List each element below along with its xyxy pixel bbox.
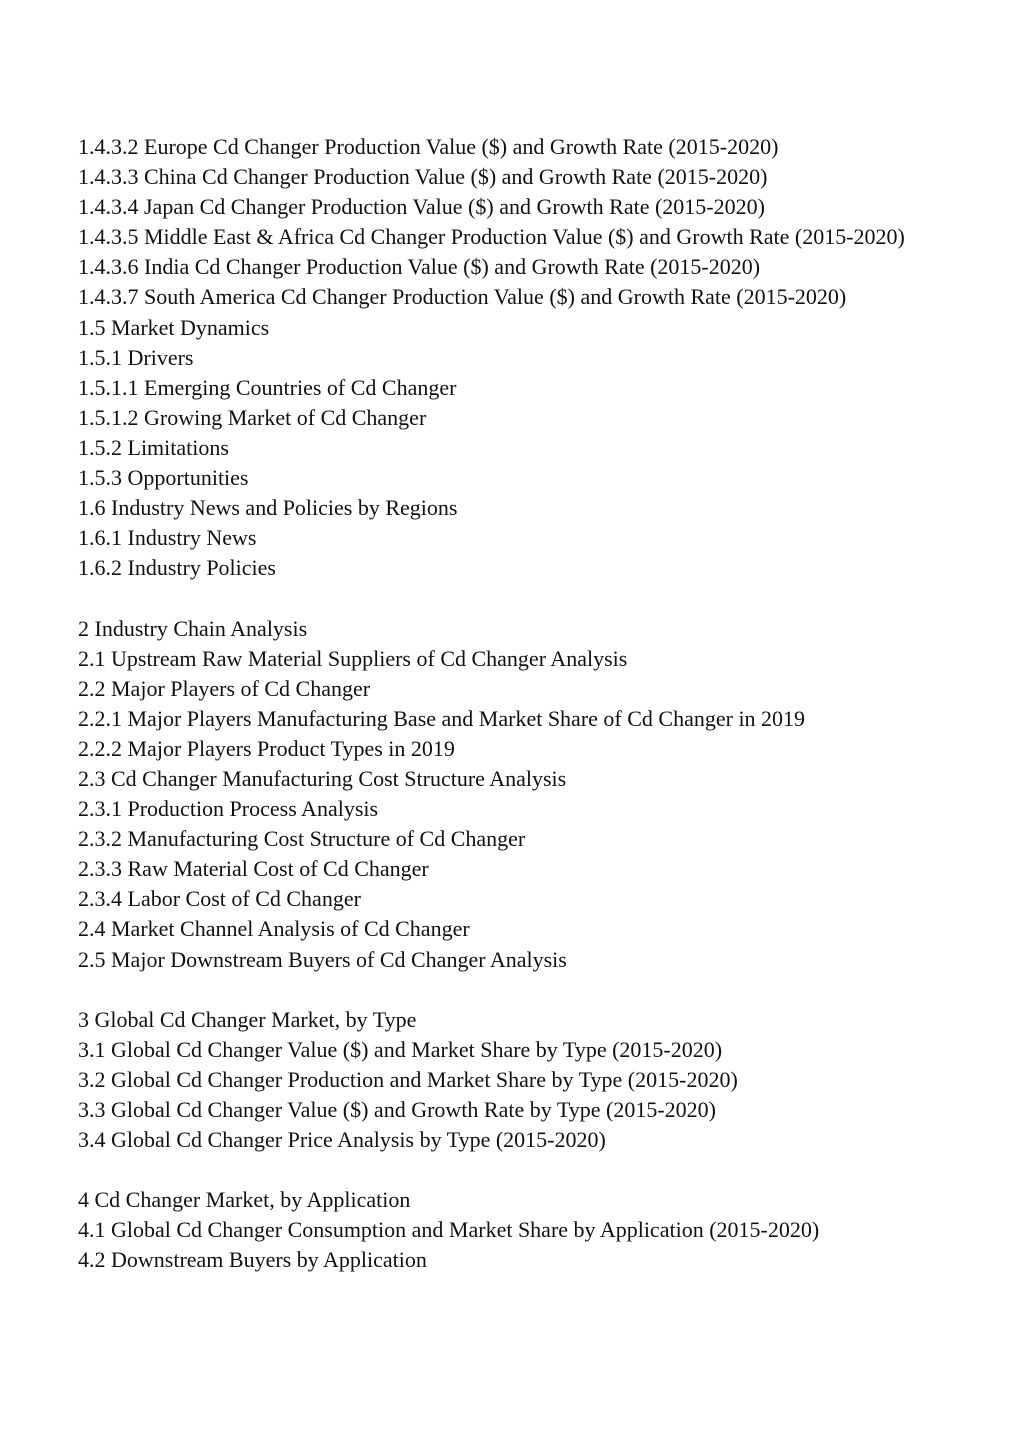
toc-entry-1-4-3-6: 1.4.3.6 India Cd Changer Production Value ($) and Growth Rate (2015-2020): [78, 254, 761, 280]
toc-entry-3-3: 3.3 Global Cd Changer Value ($) and Growth Rate by Type (2015-2020): [78, 1097, 716, 1122]
toc-entry-1-4-3-3: 1.4.3.3 China Cd Changer Production Value ($) and Growth Rate (2015-2020): [78, 164, 768, 190]
toc-entry-2-2: 2.2 Major Players of Cd Changer: [78, 675, 371, 701]
toc-entry-1-4-3-2: 1.4.3.2 Europe Cd Changer Production Value ($) and Growth Rate (2015-2020): [78, 134, 779, 159]
section-spacer: [78, 1155, 958, 1185]
toc-entry-3-4: 3.4 Global Cd Changer Price Analysis by Type (2015-2020): [78, 1127, 606, 1153]
toc-chapter-4-heading: 4 Cd Changer Market, by Application: [78, 1187, 411, 1213]
toc-chapter-3-heading: 3 Global Cd Changer Market, by Type: [78, 1006, 417, 1032]
toc-entry-2-1: 2.1 Upstream Raw Material Suppliers of Cd Changer Analysis: [78, 645, 628, 671]
toc-entry-1-5-1: 1.5.1 Drivers: [78, 344, 194, 370]
toc-entry-1-5: 1.5 Market Dynamics: [78, 314, 270, 340]
toc-entry-1-4-3-7: 1.4.3.7 South America Cd Changer Production Value ($) and Growth Rate (2015-2020): [78, 284, 847, 310]
toc-entry-2-4: 2.4 Market Channel Analysis of Cd Changer: [78, 916, 470, 942]
toc-entry-1-4-3-5: 1.4.3.5 Middle East & Africa Cd Changer Production Value ($) and Growth Rate (2015-2020): [78, 224, 905, 250]
toc-entry-2-3-3: 2.3.3 Raw Material Cost of Cd Changer: [78, 856, 429, 882]
toc-section-1: [78, 132, 958, 583]
section-spacer: [78, 583, 958, 613]
toc-entry-2-3: 2.3 Cd Changer Manufacturing Cost Structure Analysis: [78, 765, 567, 791]
toc-entry-1-6: 1.6 Industry News and Policies by Regions: [78, 495, 458, 521]
toc-entry-3-1: 3.1 Global Cd Changer Value ($) and Market Share by Type (2015-2020): [78, 1036, 723, 1062]
document-page: [78, 132, 958, 1276]
toc-entry-4-1: 4.1 Global Cd Changer Consumption and Market Share by Application (2015-2020): [78, 1217, 820, 1243]
toc-chapter-2-heading: 2 Industry Chain Analysis: [78, 615, 308, 641]
toc-entry-3-2: 3.2 Global Cd Changer Production and Market Share by Type (2015-2020): [78, 1066, 738, 1092]
toc-entry-2-5: 2.5 Major Downstream Buyers of Cd Changer Analysis: [78, 946, 567, 972]
toc-section-2: [78, 614, 958, 975]
toc-section-4: [78, 1185, 958, 1275]
toc-entry-2-2-1: 2.2.1 Major Players Manufacturing Base and Market Share of Cd Changer in 2019: [78, 705, 806, 731]
toc-entry-1-5-1-1: 1.5.1.1 Emerging Countries of Cd Changer: [78, 374, 457, 400]
section-spacer: [78, 975, 958, 1005]
toc-entry-4-2: 4.2 Downstream Buyers by Application: [78, 1247, 427, 1273]
toc-entry-2-2-2: 2.2.2 Major Players Product Types in 2019: [78, 735, 455, 761]
toc-entry-2-3-2: 2.3.2 Manufacturing Cost Structure of Cd Changer: [78, 826, 526, 852]
toc-entry-1-4-3-4: 1.4.3.4 Japan Cd Changer Production Value ($) and Growth Rate (2015-2020): [78, 194, 765, 220]
toc-entry-1-6-1: 1.6.1 Industry News: [78, 525, 257, 551]
toc-entry-1-5-3: 1.5.3 Opportunities: [78, 465, 249, 491]
toc-entry-1-6-2: 1.6.2 Industry Policies: [78, 555, 276, 581]
toc-entry-2-3-4: 2.3.4 Labor Cost of Cd Changer: [78, 886, 361, 912]
toc-entry-1-5-2: 1.5.2 Limitations: [78, 434, 229, 460]
toc-entry-1-5-1-2: 1.5.1.2 Growing Market of Cd Changer: [78, 404, 427, 430]
toc-section-3: [78, 1005, 958, 1155]
toc-entry-2-3-1: 2.3.1 Production Process Analysis: [78, 796, 379, 822]
